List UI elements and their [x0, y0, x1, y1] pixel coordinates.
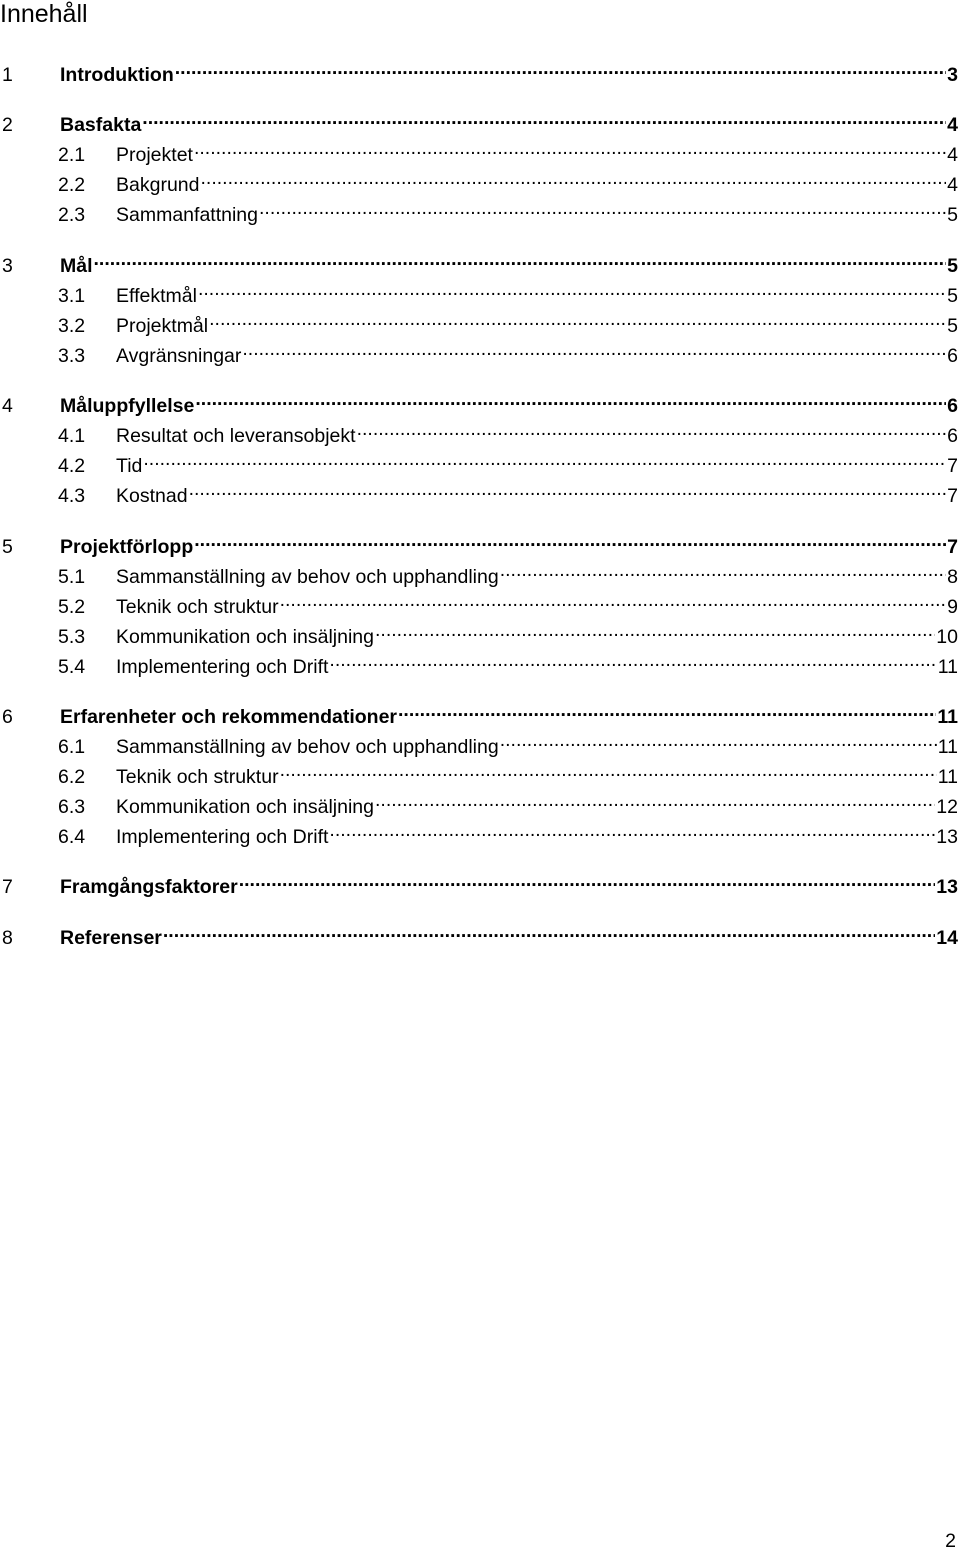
toc-dot-leader: [375, 617, 935, 643]
toc-entry-label: Kommunikation och insäljning: [116, 626, 374, 648]
toc-dot-leader: [242, 336, 946, 362]
toc-dot-leader: [194, 527, 946, 553]
toc-entry-label: Avgränsningar: [116, 345, 242, 367]
toc-entry[interactable]: [0, 918, 958, 949]
toc-entry-page: 4: [947, 174, 958, 196]
page-number: 2: [945, 1530, 956, 1552]
toc-entry[interactable]: [0, 647, 958, 678]
toc-entry[interactable]: [0, 246, 958, 277]
toc-entry-number: 4.2: [58, 455, 86, 477]
toc-entry-number: 6.2: [58, 766, 86, 788]
toc-entry-number: 6.1: [58, 736, 86, 758]
toc-entry[interactable]: [0, 757, 958, 788]
toc-entry-page: 3: [947, 64, 958, 86]
toc-entry[interactable]: [0, 195, 958, 226]
toc-entry-page: 11: [937, 766, 958, 788]
toc-entry[interactable]: [0, 416, 958, 447]
toc-entry-page: 12: [936, 796, 958, 818]
toc-entry-number: 4: [2, 395, 13, 417]
toc-dot-leader: [357, 416, 947, 442]
toc-entry-page: 5: [947, 315, 958, 337]
toc-entry-page: 4: [947, 144, 958, 166]
toc-entry-number: 1: [2, 64, 13, 86]
toc-dot-leader: [500, 727, 937, 753]
toc-entry-page: 5: [947, 255, 958, 277]
toc-entry[interactable]: [0, 697, 958, 728]
toc-entry-number: 3.1: [58, 285, 86, 307]
toc-entry-page: 7: [947, 485, 958, 507]
toc-entry-label: Introduktion: [60, 64, 174, 86]
toc-entry-number: 6: [2, 706, 13, 728]
toc-entry-number: 2.3: [58, 204, 86, 226]
toc-entry-page: 9: [947, 596, 958, 618]
toc-dot-leader: [198, 276, 946, 302]
toc-dot-leader: [200, 165, 946, 191]
toc-entry-number: 3: [2, 255, 13, 277]
toc-dot-leader: [143, 446, 946, 472]
toc-entry[interactable]: [0, 787, 958, 818]
toc-entry-number: 3.2: [58, 315, 86, 337]
toc-entry[interactable]: [0, 165, 958, 196]
toc-dot-leader: [239, 867, 936, 893]
toc-entry-number: 8: [2, 927, 13, 949]
toc-entry-page: 7: [947, 455, 958, 477]
toc-entry[interactable]: [0, 135, 958, 166]
toc-entry-page: 14: [936, 927, 958, 949]
toc-entry-number: 4.1: [58, 425, 86, 447]
toc-entry-label: Referenser: [60, 927, 162, 949]
toc-entry-page: 11: [937, 706, 958, 728]
toc-entry[interactable]: [0, 617, 958, 648]
toc-entry-label: Framgångsfaktorer: [60, 876, 238, 898]
toc-entry[interactable]: [0, 446, 958, 477]
toc-dot-leader: [500, 557, 946, 583]
toc-entry-label: Kostnad: [116, 485, 188, 507]
toc-dot-leader: [280, 757, 937, 783]
toc-entry-page: 13: [936, 876, 958, 898]
toc-title: Innehåll: [0, 0, 88, 28]
toc-entry[interactable]: [0, 476, 958, 507]
toc-entry-page: 4: [947, 114, 958, 136]
toc-entry[interactable]: [0, 105, 958, 136]
toc-entry-label: Implementering och Drift: [116, 826, 329, 848]
toc-dot-leader: [163, 918, 935, 944]
toc-entry-label: Sammanfattning: [116, 204, 258, 226]
toc-entry-number: 5.4: [58, 656, 86, 678]
toc-entry-label: Sammanställning av behov och upphandling: [116, 566, 499, 588]
toc-entry-label: Teknik och struktur: [116, 596, 279, 618]
toc-entry-label: Effektmål: [116, 285, 197, 307]
toc-entry-label: Erfarenheter och rekommendationer: [60, 706, 398, 728]
toc-entry-number: 5: [2, 536, 13, 558]
toc-entry-page: 11: [937, 656, 958, 678]
toc-entry-page: 11: [937, 736, 958, 758]
toc-dot-leader: [329, 817, 935, 843]
toc-dot-leader: [398, 697, 936, 723]
toc-entry[interactable]: [0, 336, 958, 367]
toc-dot-leader: [209, 306, 946, 332]
toc-entry-label: Teknik och struktur: [116, 766, 279, 788]
toc-entry[interactable]: [0, 557, 958, 588]
toc-entry-number: 5.2: [58, 596, 86, 618]
toc-dot-leader: [175, 55, 946, 81]
toc-entry[interactable]: [0, 527, 958, 558]
toc-entry-page: 8: [947, 566, 958, 588]
toc-entry-number: 6.3: [58, 796, 86, 818]
toc-dot-leader: [329, 647, 936, 673]
toc-entry-number: 2: [2, 114, 13, 136]
toc-entry[interactable]: [0, 727, 958, 758]
toc-entry-page: 5: [947, 204, 958, 226]
toc-entry-page: 6: [947, 425, 958, 447]
toc-entry[interactable]: [0, 587, 958, 618]
toc-dot-leader: [259, 195, 946, 221]
toc-entry-number: 5.1: [58, 566, 86, 588]
toc-entry-label: Tid: [116, 455, 143, 477]
toc-entry-page: 13: [936, 826, 958, 848]
toc-dot-leader: [280, 587, 947, 613]
toc-entry-label: Bakgrund: [116, 174, 200, 196]
toc-entry-page: 10: [936, 626, 958, 648]
toc-entry-label: Kommunikation och insäljning: [116, 796, 374, 818]
toc-entry-label: Projektmål: [116, 315, 209, 337]
toc-entry[interactable]: [0, 276, 958, 307]
toc-dot-leader: [189, 476, 947, 502]
toc-dot-leader: [94, 246, 947, 272]
toc-entry-number: 3.3: [58, 345, 86, 367]
toc-dot-leader: [142, 105, 946, 131]
toc-dot-leader: [194, 135, 946, 161]
toc-entry[interactable]: [0, 386, 958, 417]
toc-entry-page: 5: [947, 285, 958, 307]
toc-entry-number: 2.1: [58, 144, 86, 166]
toc-entry[interactable]: [0, 306, 958, 337]
toc-entry-label: Mål: [60, 255, 93, 277]
toc-entry[interactable]: [0, 55, 958, 86]
toc-entry-label: Implementering och Drift: [116, 656, 329, 678]
toc-entry-number: 6.4: [58, 826, 86, 848]
toc-dot-leader: [375, 787, 935, 813]
toc-entry-page: 6: [947, 395, 958, 417]
toc-entry[interactable]: [0, 817, 958, 848]
toc-dot-leader: [195, 386, 946, 412]
toc-entry-label: Basfakta: [60, 114, 142, 136]
toc-entry-page: 7: [947, 536, 958, 558]
toc-entry-number: 5.3: [58, 626, 86, 648]
toc-entry-label: Måluppfyllelse: [60, 395, 195, 417]
toc-entry-number: 7: [2, 876, 13, 898]
toc-entry-label: Projektförlopp: [60, 536, 194, 558]
toc-entry-label: Projektet: [116, 144, 193, 166]
toc-entry-label: Resultat och leveransobjekt: [116, 425, 356, 447]
toc-entry-page: 6: [947, 345, 958, 367]
toc-entry-number: 4.3: [58, 485, 86, 507]
toc-entry-label: Sammanställning av behov och upphandling: [116, 736, 499, 758]
toc-entry[interactable]: [0, 867, 958, 898]
toc-entry-number: 2.2: [58, 174, 86, 196]
